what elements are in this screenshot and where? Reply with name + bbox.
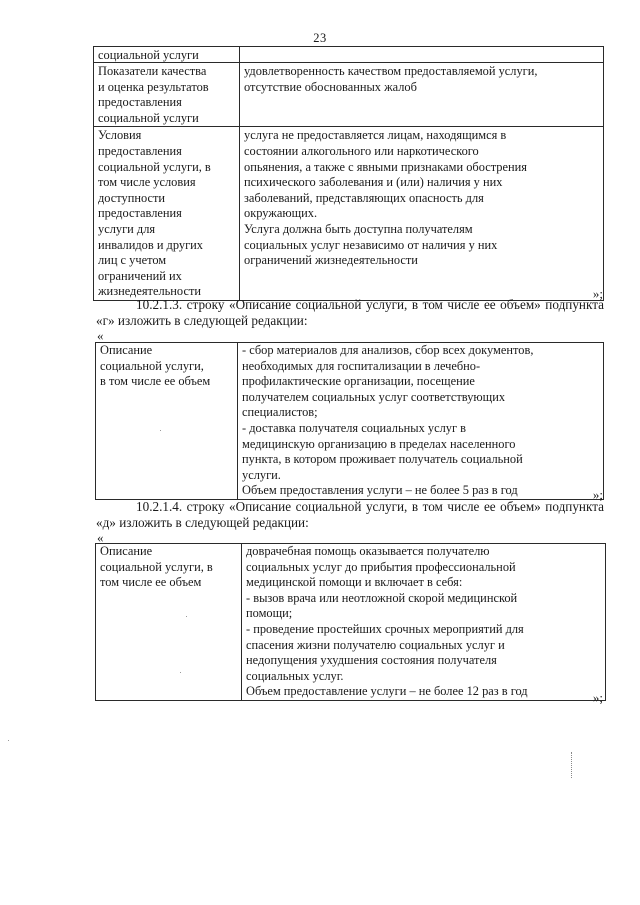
scan-speck <box>186 616 187 617</box>
row-value <box>240 47 604 63</box>
closing-quote: »; <box>592 487 603 502</box>
table-row <box>94 127 604 301</box>
amendment-paragraph <box>96 297 604 328</box>
table-row <box>96 544 606 701</box>
page-number: 23 <box>313 31 327 45</box>
table-row <box>94 47 604 63</box>
service-description-table <box>95 342 604 500</box>
row-label-text: Показатели качества и оценка результатов предоставления социальной услуги <box>98 64 209 125</box>
opening-quote: « <box>97 328 104 343</box>
scan-speck <box>180 672 181 673</box>
row-value-text: - сбор материалов для анализов, сбор всех документов, необходимых для госпитализации в лечебно- профилактические организации, посещение получателем социальных услуг соответствующих специалистов; - доставка получателя социальных услуг в медицинскую организацию в пределах населенного пункта, в котором проживает получатель социальной услуги. Объем предоставления услуги – не более 5 раз в год <box>242 343 534 498</box>
amendment-paragraph-text: 10.2.1.3. строку «Описание социальной услуги, в том числе ее объем» подпункта «г» изложить в следующей редакции: <box>96 297 604 328</box>
scan-mark <box>571 752 573 778</box>
closing-quote: »; <box>592 690 603 705</box>
row-value <box>240 127 604 301</box>
row-label-text: Описание социальной услуги, в том числе ее объем <box>100 343 211 389</box>
row-label <box>94 127 240 301</box>
row-value-text: услуга не предоставляется лицам, находящимся в состоянии алкогольного или наркотического опьянения, а также с явными признаками обострения психического заболевания и (или) наличия у них заболеваний, представляющих опасность для окружающих. Услуга должна быть доступна получателям социальных услуг независимо от наличия у них ограничений жизнедеятельности <box>244 128 527 268</box>
row-label <box>96 544 242 701</box>
row-label <box>96 343 238 500</box>
row-value-text: доврачебная помощь оказывается получателю социальных услуг до прибытия профессиональной медицинской помощи и включает в себя: - вызов врача или неотложной скорой медицинской помощи; - проведение простейших срочных мероприятий для спасения жизни получателю социальных услуг и недопущения ухудшения состояния получателя социальных услуг. Объем предоставление услуги – не более 12 раз в год <box>246 544 528 699</box>
row-label-text: Условия предоставления социальной услуги, в том числе условия доступности предоставления услуги для инвалидов и других лиц с учетом ограничений их жизнедеятельности <box>98 128 211 299</box>
row-value <box>242 544 606 701</box>
table-row <box>96 343 604 500</box>
service-table-continuation <box>93 46 604 301</box>
first-aid-table <box>95 543 606 701</box>
amendment-paragraph <box>96 499 604 530</box>
row-value <box>238 343 604 500</box>
row-label-text: Описание социальной услуги, в том числе ее объем <box>100 544 213 590</box>
row-label <box>94 47 240 63</box>
row-value-text: удовлетворенность качеством предоставляемой услуги, отсутствие обоснованных жалоб <box>244 64 538 94</box>
scan-speck <box>8 740 9 741</box>
row-value <box>240 63 604 127</box>
closing-quote: »; <box>592 286 603 301</box>
row-label <box>94 63 240 127</box>
table-row <box>94 63 604 127</box>
row-label-text: социальной услуги <box>98 48 199 62</box>
scan-speck <box>160 430 161 431</box>
opening-quote: « <box>97 530 104 545</box>
amendment-paragraph-text: 10.2.1.4. строку «Описание социальной услуги, в том числе ее объем» подпункта «д» изложить в следующей редакции: <box>96 499 604 530</box>
